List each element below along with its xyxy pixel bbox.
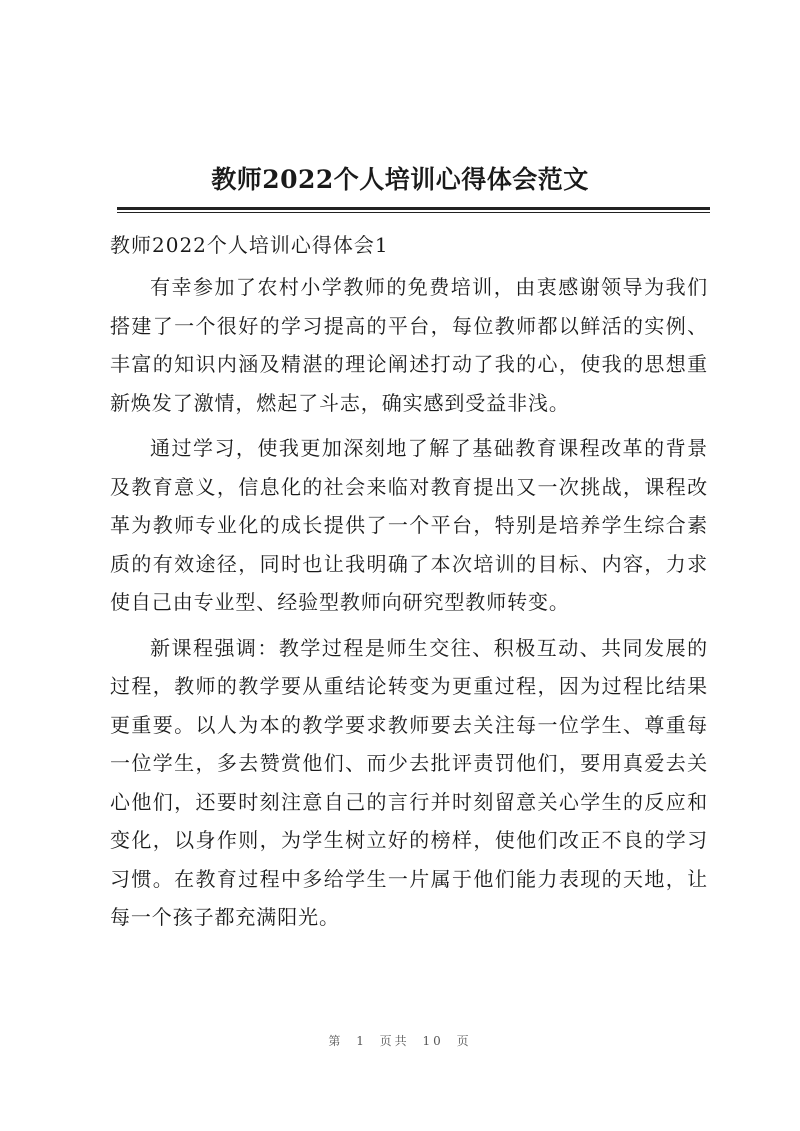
paragraph: 通过学习，使我更加深刻地了解了基础教育课程改革的背景及教育意义，信息化的社会来临对教育提出又一次挑战，课程改革为教师专业化的成长提供了一个平台，特别是培养学生综合素质的有效途径，同时也让我明确了本次培训的目标、内容，力求使自己由专业型、经验型教师向研究型教师转变。 bbox=[110, 436, 708, 614]
page-footer: 第 1 页共 10 页 bbox=[328, 1034, 472, 1048]
title-divider bbox=[117, 207, 710, 210]
document-body bbox=[110, 268, 708, 944]
section-heading: 教师2022个人培训心得体会1 bbox=[110, 233, 389, 257]
document-title: 教师2022个人培训心得体会范文 bbox=[211, 165, 589, 194]
paragraph: 新课程强调：教学过程是师生交往、积极互动、共同发展的过程，教师的教学要从重结论转变为更重过程，因为过程比结果更重要。以人为本的教学要求教师要去关注每一位学生、尊重每一位学生，多去赞赏他们、而少去批评责罚他们，要用真爱去关心他们，还要时刻注意自己的言行并时刻留意关心学生的反应和变化，以身作则，为学生树立好的榜样，使他们改正不良的学习习惯。在教育过程中多给学生一片属于他们能力表现的天地，让每一个孩子都充满阳光。 bbox=[110, 635, 708, 929]
paragraph: 有幸参加了农村小学教师的免费培训，由衷感谢领导为我们搭建了一个很好的学习提高的平台，每位教师都以鲜活的实例、丰富的知识内涵及精湛的理论阐述打动了我的心，使我的思想重新焕发了激情，燃起了斗志，确实感到受益非浅。 bbox=[110, 275, 708, 415]
title-divider-thin bbox=[117, 212, 710, 213]
